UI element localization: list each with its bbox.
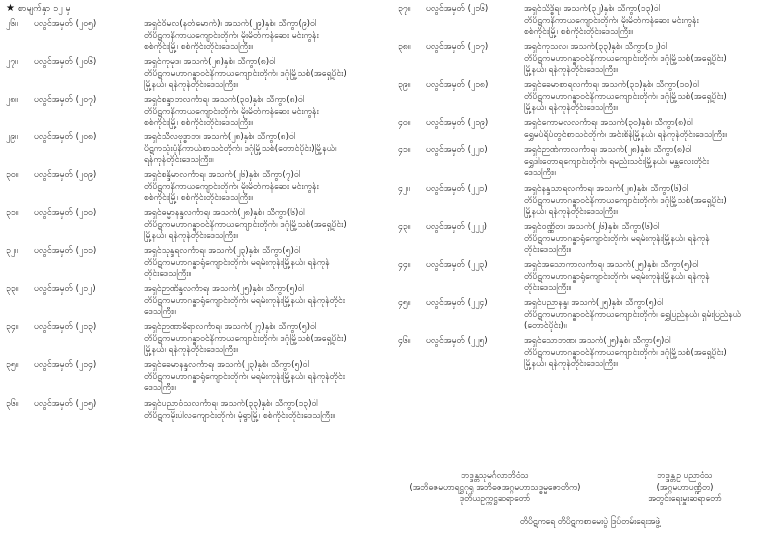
- entry-line: ရွှေမပ်ရိပ်တွင်စာသင်တိုက်၊ အင်းစိန်မြို့နယ်၊ ရန်ကုန်တိုင်းဒေသကြီး။: [524, 129, 727, 140]
- entry-number: ၄၁။: [398, 145, 411, 155]
- entry-line: တိပိဋကမဟာဂန္ဓာဝင်နိကာယကျောင်းတိုက်၊ ဒဂုံမြို့သစ်(အရှေ့ပိုင်း): [144, 219, 347, 230]
- seat-number: ပလွင်အမှတ် (၂၂၁): [426, 184, 488, 194]
- entry-details: [144, 208, 402, 243]
- seat-number: ပလွင်အမှတ် (၂၀၆): [34, 57, 97, 67]
- entry-line: အရှင်ဓမ္မာနန္ဒလင်္ကာရ၊ အသက်(၂၈)နှစ်၊ သီကွာ(၆)ဝါ: [144, 208, 305, 218]
- entry-line: အရှင်ဝိမလ(နတ်မောက်)၊ အသက်(၂၉)နှစ်၊ သီကွာ(၉)ဝါ: [144, 19, 317, 29]
- entry-line: တိုင်းဒေသကြီး။: [524, 245, 572, 256]
- entry-line: တိပိဋကမိုးပါလကျောင်းတိုက်၊ မုံရွာမြို့၊ စစ်ကိုင်းတိုင်းဒေသကြီး။: [144, 410, 336, 421]
- entry-line: ပိဋကသုံးပုံနိကာယ်စာသင်တိုက်၊ ဒဂုံမြို့သစ်(တောင်ပိုင်း)မြို့နယ်၊: [144, 143, 337, 154]
- entry-number: ၄၅။: [398, 298, 411, 308]
- entry-line: စစ်ကိုင်းမြို့၊ စစ်ကိုင်းတိုင်းဒေသကြီး။: [524, 27, 633, 38]
- entry-line: တိပိဋကမဟာဂန္ဓာဝင်နိကာယကျောင်းတိုက်၊ ဒဂုံမြို့သစ်(အရှေ့ပိုင်း): [144, 68, 347, 79]
- seat-number: ပလွင်အမှတ် (၂၁၂): [34, 284, 96, 294]
- seat-number: ပလွင်အမှတ် (၂၁၆): [426, 4, 489, 14]
- seat-number: ပလွင်အမှတ် (၂၁၄): [34, 360, 97, 370]
- entry-number: ၃၈။: [398, 42, 411, 52]
- entry-details: [144, 132, 402, 167]
- entry-line: အရှင်နန္ဒသာရလင်္ကာရ၊ အသက်(၂၈)နှစ်၊ သီကွာ(၆)ဝါ: [524, 184, 689, 194]
- entry-line: တိပိဋကမဟာဂန္ဓာဝင်နိကာယကျောင်းတိုက်၊ ဒဂုံမြို့သစ်(အရှေ့ပိုင်း): [524, 91, 727, 102]
- entry-number: ၃၁။: [6, 208, 19, 218]
- entry-line: အရှင်သုန္ဒရလင်္ကာရ၊ အသက်(၂၃)နှစ်၊ သီကွာ(၅)ဝါ: [144, 246, 301, 256]
- entry-line: အရှင်ကောမလလင်္ကာရ၊ အသက်(၃၀)နှစ်၊ သီကွာ(၈)ဝါ: [524, 118, 693, 128]
- entry-line: အရှင်စန္ဒိမာလင်္ကာရ၊ အသက်(၂၆)နှစ်၊ သီကွာ(၇)ဝါ: [144, 170, 301, 180]
- entry-line: တိပိဋကမဟာဂန္ဓာရုံကျောင်းတိုက်၊ မရမ်းကုန်းမြို့နယ်၊ ရန်ကုန်: [524, 233, 710, 244]
- star-icon: ★: [6, 3, 15, 14]
- signature-left: [400, 470, 590, 505]
- entry-details: [524, 42, 774, 77]
- entry-number: ၃၄။: [6, 322, 19, 332]
- entry-details: [524, 80, 774, 115]
- signature-left-name: ဘဒ္ဒန္တသုမင်္ဂလာဘိဝံသ: [461, 470, 529, 480]
- seat-number: ပလွင်အမှတ် (၂၂၂): [426, 222, 487, 232]
- entry-number: ၂၉။: [6, 132, 18, 142]
- entry-details: [144, 170, 402, 205]
- seat-number: ပလွင်အမှတ် (၂၁၇): [426, 42, 489, 52]
- entry-details: [524, 336, 774, 371]
- entry-number: ၄၄။: [398, 260, 411, 270]
- page-header: [6, 3, 71, 15]
- entry-line: စစ်ကိုင်းမြို့၊ စစ်ကိုင်းတိုင်းဒေသကြီး။: [144, 42, 253, 53]
- entry-line: ဒေသကြီး။: [144, 307, 176, 318]
- seat-number: ပလွင်အမှတ် (၂၁၁): [34, 246, 97, 256]
- signature-right-title: (အဂ္ဂမဟာပဏ္ဍိတ): [656, 481, 714, 492]
- entry-line: တိပိဋကမဟာဂန္ဓာဝင်နိကာယကျောင်းတိုက်၊ ဒဂုံမြို့သစ်(အရှေ့ပိုင်း): [524, 53, 727, 64]
- entry-number: ၃၃။: [6, 284, 19, 294]
- signature-left-role: ဒုတိယဥက္ကဋ္ဌဆရာတော်: [459, 493, 531, 504]
- entry-line: တိုင်းဒေသကြီး။: [524, 283, 572, 294]
- entry-number: ၃၆။: [6, 399, 19, 409]
- entry-number: ၃၇။: [398, 4, 411, 14]
- entry-details: [524, 184, 774, 219]
- entry-line: အရှင်စန္ဒာဘလင်္ကာရ၊ အသက်(၃၀)နှစ်၊ သီကွာ(၈)ဝါ: [144, 95, 305, 105]
- seat-number: ပလွင်အမှတ် (၂၂၅): [426, 336, 488, 346]
- seat-number: ပလွင်အမှတ် (၂၁၃): [34, 322, 97, 332]
- seat-number: ပလွင်အမှတ် (၂၀၅): [34, 19, 97, 29]
- entry-line: အရှင်ပညာနန္ဒ၊ အသက်(၂၅)နှစ်၊ သီကွာ(၅)ဝါ: [524, 298, 664, 308]
- page-title: စာမျက်နှာ ၁၂ မှ: [17, 4, 71, 14]
- entry-line: မြို့နယ်၊ ရန်ကုန်တိုင်းဒေသကြီး။: [144, 80, 238, 91]
- entry-details: [524, 145, 774, 180]
- entry-line: အရှင်သိဒ္ဓိရ၊ အသက်(၃၂)နှစ်၊ သီကွာ(၁၃)ဝါ: [524, 4, 661, 14]
- signature-right-role: အတွင်းရေးမှူးဆရာတော်: [648, 493, 722, 504]
- entry-line: တိပိဋကမဟာဂန္ဓာဝင်နိကာယကျောင်းတိုက်၊ ဒဂုံမြို့သစ်(အရှေ့ပိုင်း): [144, 333, 347, 344]
- entry-line: တိပိဋကမဟာဂန္ဓာရုံကျောင်းတိုက်၊ မရမ်းကုန်းမြို့နယ်၊ ရန်ကုန်တိုင်း: [144, 371, 345, 382]
- entry-line: ဒေသကြီး။: [524, 168, 556, 179]
- entry-line: မြို့နယ်၊ ရန်ကုန်တိုင်းဒေသကြီး။: [144, 345, 238, 356]
- entry-line: အရှင်အသောကာလင်္ကာရ၊ အသက်(၂၅)နှစ်၊ သီကွာ(၅)ဝါ: [524, 260, 699, 270]
- entry-details: [144, 246, 402, 281]
- entry-number: ၂၆။: [6, 19, 18, 29]
- signature-right: [600, 470, 770, 505]
- committee-name: တိပိဋကရေ တိပိဋကစာမေးပွဲ ဒြပ်တမ်းရေးအဖွဲ့: [519, 516, 661, 526]
- entry-line: ဒေသကြီး။: [144, 383, 176, 394]
- seat-number: ပလွင်အမှတ် (၂၀၇): [34, 95, 97, 105]
- entry-number: ၄၀။: [398, 118, 411, 128]
- entry-line: တိပိဋကမဟာဂန္ဓာရုံကျောင်းတိုက်၊ မရမ်းကုန်းမြို့နယ်၊ ရန်ကုန်တိုင်း: [144, 295, 345, 306]
- entry-line: တိပိဋကမဟာဂန္ဓာရုံကျောင်းတိုက်၊ မရမ်းကုန်းမြို့နယ်၊ ရန်ကုန်: [524, 271, 710, 282]
- entry-number: ၃၀။: [6, 170, 19, 180]
- entry-number: ၄၂။: [398, 184, 410, 194]
- entry-line: တိပိဋကနိကာယကျောင်းတိုက်၊ မိုးမိတ်ကန်ဆေး မင်းကွန်း: [524, 15, 699, 26]
- entry-line: မြို့နယ်၊ ရန်ကုန်တိုင်းဒေသကြီး။: [524, 207, 618, 218]
- entry-line: တိပိဋကနိကာယကျောင်းတိုက်၊ မိုးမိတ်ကန်ဆေး မင်းကွန်း: [144, 181, 319, 192]
- entry-line: အရှင်ဝဏ္ဏိတ၊ အသက်(၂၆)နှစ်၊ သီကွာ(၆)ဝါ: [524, 222, 660, 232]
- entry-line: မြို့နယ်၊ ရန်ကုန်တိုင်းဒေသကြီး။: [524, 103, 618, 114]
- entry-line: တိပိဋကမဟာဂန္ဓာဝင်နိကာယကျောင်းတိုက်၊ ရွှေပြည်နယ်၊ ရှမ်းပြည်နယ်: [524, 309, 742, 320]
- entry-line: မြို့နယ်၊ ရန်ကုန်တိုင်းဒေသကြီး။: [524, 359, 618, 370]
- entry-line: စစ်ကိုင်းမြို့၊ စစ်ကိုင်းတိုင်းဒေသကြီး။: [144, 193, 253, 204]
- seat-number: ပလွင်အမှတ် (၂၁၉): [426, 118, 489, 128]
- entry-number: ၃၅။: [6, 360, 19, 370]
- entry-line: အရှင်ပညာဝံသလင်္ကာရ၊ အသက်(၃၃)နှစ်၊ သီကွာ(၁၃)ဝါ: [144, 399, 318, 409]
- signature-right-name: ဘဒ္ဒန္တဥ ပညာဝံသ: [657, 470, 713, 480]
- entry-number: ၄၃။: [398, 222, 411, 232]
- seat-number: ပလွင်အမှတ် (၂၂၄): [426, 298, 488, 308]
- entry-details: [524, 298, 774, 333]
- entry-line: အရှင်သီလဗုဒ္ဓာဘ၊ အသက်(၂၈)နှစ်၊ သီကွာ(၈)ဝါ: [144, 132, 296, 142]
- seat-number: ပလွင်အမှတ် (၂၂၀): [426, 145, 488, 155]
- entry-line: (တောင်ပိုင်း)။: [524, 321, 567, 332]
- entry-details: [524, 118, 774, 141]
- entry-line: စစ်ကိုင်းမြို့၊ စစ်ကိုင်းတိုင်းဒေသကြီး။: [144, 118, 253, 129]
- entry-line: ရန်ကုန်တိုင်းဒေသကြီး။: [144, 155, 214, 166]
- entry-line: အရှင်ဉာဏာဓိရာလင်္ကာရ၊ အသက်(၂၇)နှစ်၊ သီကွာ(၅)ဝါ: [144, 322, 317, 332]
- entry-line: တိပိဋကမဟာဂန္ဓာဝင်နိကာယကျောင်းတိုက်၊ ဒဂုံမြို့သစ်(အရှေ့ပိုင်း): [524, 347, 727, 358]
- entry-details: [144, 360, 402, 395]
- entry-details: [144, 399, 402, 422]
- entry-line: တိပိဋကမဟာဂန္ဓာရုံကျောင်းတိုက်၊ မရမ်းကုန်းမြို့နယ်၊ ရန်ကုန်: [144, 257, 330, 268]
- seat-number: ပလွင်အမှတ် (၂၀၉): [34, 170, 97, 180]
- entry-line: မြို့နယ်၊ ရန်ကုန်တိုင်းဒေသကြီး။: [524, 65, 618, 76]
- entry-number: ၄၆။: [398, 336, 411, 346]
- entry-details: [524, 222, 774, 257]
- entry-line: အရှင်သောဘဏ၊ အသက်(၂၅)နှစ်၊ သီကွာ(၅)ဝါ: [524, 336, 671, 346]
- entry-details: [144, 284, 402, 319]
- entry-line: တိပိဋကနိကာယကျောင်းတိုက်၊ မိုးမိတ်ကန်ဆေး မင်းကွန်း: [144, 30, 319, 41]
- seat-number: ပလွင်အမှတ် (၂၂၃): [426, 260, 488, 270]
- entry-line: တိုင်းဒေသကြီး။: [144, 269, 192, 280]
- entry-number: ၂၇။: [6, 57, 18, 67]
- entry-line: မြို့နယ်၊ ရန်ကုန်တိုင်းဒေသကြီး။: [144, 231, 238, 242]
- entry-line: အရှင်ကုသလ၊ အသက်(၃၃)နှစ်၊ သီကွာ(၁၂)ဝါ: [524, 42, 668, 52]
- entry-line: အရှင်ဉာဏ်ကာလင်္ကာရ၊ အသက်(၂၈)နှစ်၊ သီကွာ(၈)ဝါ: [524, 145, 692, 155]
- seat-number: ပလွင်အမှတ် (၂၀၈): [34, 132, 97, 142]
- entry-line: တိပိဋကနိကာယကျောင်းတိုက်၊ မိုးမိတ်ကန်ဆေး မင်းကွန်း: [144, 106, 319, 117]
- seat-number: ပလွင်အမှတ် (၂၁၈): [426, 80, 489, 90]
- entry-line: အရှင်ခေမာစာရလင်္ကာရ၊ အသက်(၃၁)နှစ်၊ သီကွာ(၁၀)ဝါ: [524, 80, 699, 90]
- entry-number: ၃၉။: [398, 80, 411, 90]
- entry-line: တိပိဋကမဟာဂန္ဓာဝင်နိကာယကျောင်းတိုက်၊ ဒဂုံမြို့သစ်(အရှေ့ပိုင်း): [524, 195, 727, 206]
- entry-details: [144, 57, 402, 92]
- entry-line: အရှင်ဉာဏိန္ဒလင်္ကာရ၊ အသက်(၂၅)နှစ်၊ သီကွာ(၅)ဝါ: [144, 284, 304, 294]
- entry-details: [144, 322, 402, 357]
- entry-details: [524, 4, 774, 39]
- seat-number: ပလွင်အမှတ် (၂၁၀): [34, 208, 97, 218]
- entry-number: ၃၂။: [6, 246, 18, 256]
- entry-line: အရှင်ခေမာနန္ဒလင်္ကာရ၊ အသက်(၂၃)နှစ်၊ သီကွာ(၅)ဝါ: [144, 360, 309, 370]
- entry-details: [144, 95, 402, 130]
- entry-details: [144, 19, 402, 54]
- entry-line: ရွှေဒါးတောရကျောင်းတိုက်၊ ရမည်းသင်းမြို့နယ်၊ မန္တလေးတိုင်း: [524, 156, 709, 167]
- entry-details: [524, 260, 774, 295]
- entry-line: အရှင်ကုမုဒ၊ အသက်(၂၈)နှစ်၊ သီကွာ(၈)ဝါ: [144, 57, 276, 67]
- entry-number: ၂၈။: [6, 95, 18, 105]
- seat-number: ပလွင်အမှတ် (၂၁၅): [34, 399, 97, 409]
- signature-left-title: (အဘိဓဇမဟာရဋ္ဌဂုရု အဘိဓဇအဂ္ဂမဟာသဒ္ဓမ္မဇောတိက): [409, 481, 581, 492]
